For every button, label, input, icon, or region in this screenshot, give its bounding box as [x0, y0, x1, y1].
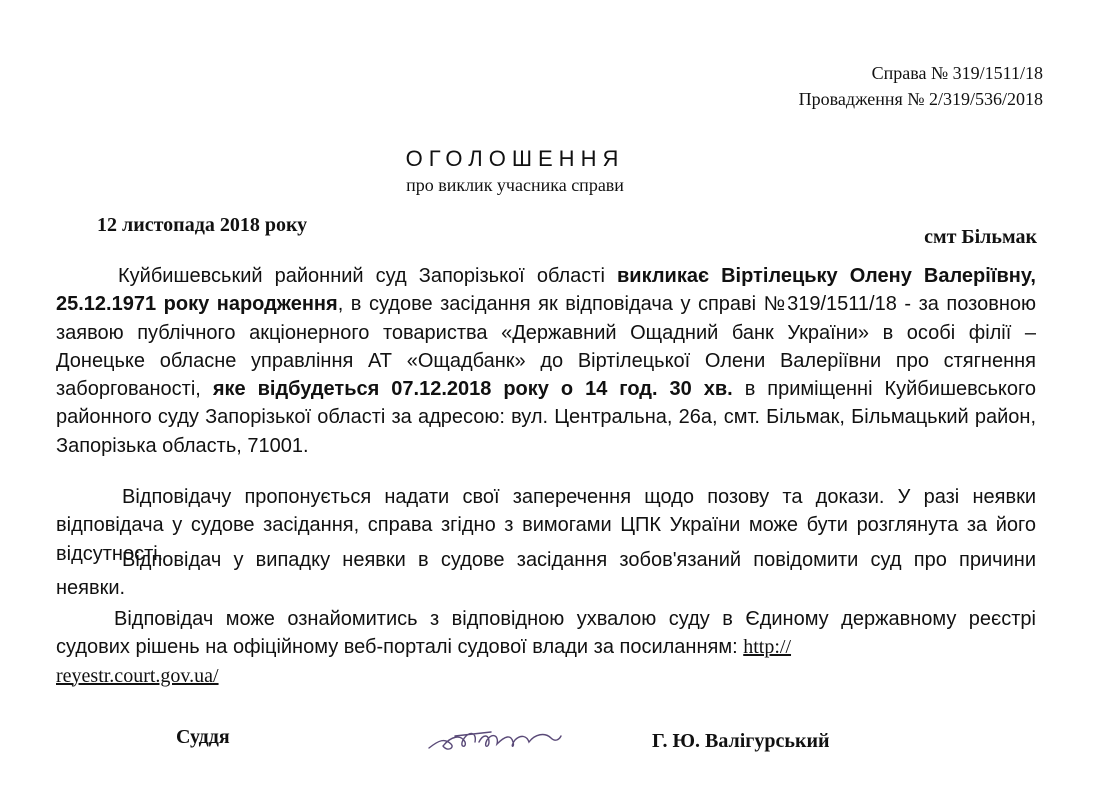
registry-link-part2[interactable]: reyestr.court.gov.ua/: [56, 664, 219, 687]
handwritten-signature: [425, 718, 565, 758]
judge-label: Суддя: [176, 726, 230, 748]
absence-notice-text: Відповідач у випадку неявки в судове засідання зобов'язаний повідомити суд про причини неявки.: [56, 549, 1036, 600]
registry-link-part1[interactable]: http://: [743, 636, 792, 659]
summons-hearing-time: яке відбудеться 07.12.2018 року о 14 год. 30 хв.: [212, 378, 733, 401]
case-reference: [799, 60, 1043, 112]
proceeding-number: Провадження № 2/319/536/2018: [798, 89, 1043, 109]
document-title: ОГОЛОШЕННЯ: [405, 146, 625, 171]
paragraph-summons: [56, 262, 1036, 460]
case-number: Справа № 319/1511/18: [871, 63, 1043, 83]
document-subtitle: про виклик учасника справи: [406, 175, 624, 195]
paragraph-absence-notice: [56, 546, 1036, 603]
summons-text-2: , в судове засідання як відповідача у справі №319/1511/18 - за позовною заявою публічного акціонерного товариства «Державний Ощадний банк України» в особі філії – Донецьке обласне управління АТ «Ощадбанк» до Віртілецької Олени Валеріївни про стягнення заборгованості,: [56, 293, 1036, 401]
document-place: смт Більмак: [924, 226, 1037, 248]
document-date: 12 листопада 2018 року: [97, 214, 308, 236]
objections-text: Відповідачу пропонується надати свої заперечення щодо позову та докази. У разі неявки відповідача у судове засідання, справа згідно з вимогами ЦПК України може бути розглянута за його відсутності.: [56, 486, 1036, 565]
summons-text-3: в приміщенні Куйбишевського районного суду Запорізької області за адресою: вул. Центральна, 26а, смт. Більмак, Більмацький район, Запорізька область, 71001.: [56, 378, 1037, 457]
registry-text: Відповідач може ознайомитись з відповідною ухвалою суду в Єдиному державному реєстрі судових рішень на офіційному веб-порталі судової влади за посиланням:: [56, 608, 1036, 659]
judge-name: Г. Ю. Валігурський: [652, 730, 830, 752]
summons-text-1: Куйбишевський районний суд Запорізької області: [118, 265, 617, 287]
paragraph-registry: [56, 605, 1036, 690]
summons-defendant: викликає Віртілецьку Олену Валеріївну, 25.12.1971 року народження: [56, 265, 1036, 316]
